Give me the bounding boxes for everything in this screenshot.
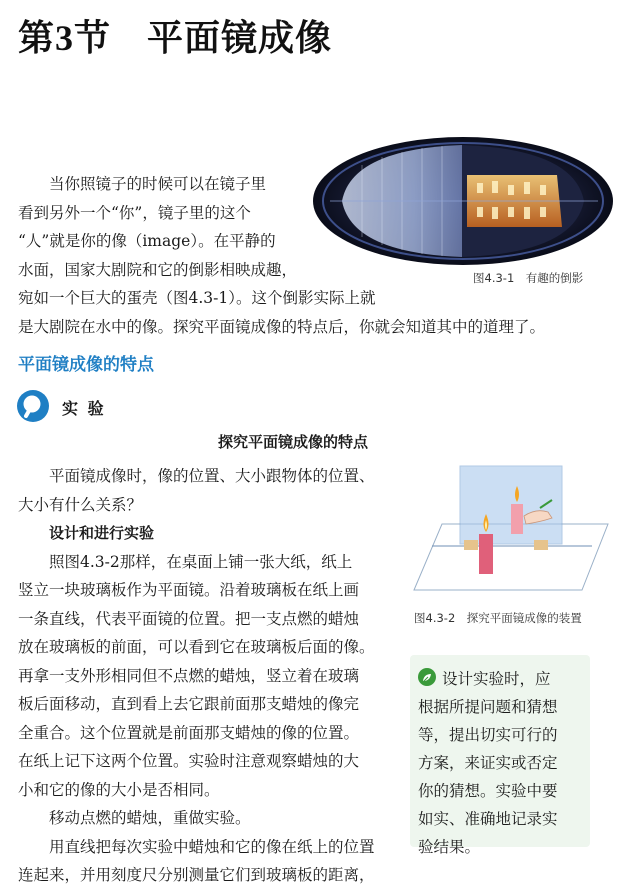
note-line: 验结果。 <box>418 838 481 856</box>
experiment-magnifier-icon <box>16 389 50 423</box>
experiment-title: 探究平面镜成像的特点 <box>218 433 369 451</box>
intro-line: “人”就是你的像（image）。在平静的 <box>18 232 276 250</box>
body-line: 放在玻璃板的前面，可以看到它在玻璃板后面的像。 <box>18 638 375 656</box>
body-line: 小和它的像的大小是否相同。 <box>18 780 220 799</box>
question-line: 大小有什么关系？ <box>18 495 143 514</box>
figure-4-3-1-caption: 图4.3-1 有趣的倒影 <box>473 271 584 285</box>
body-line: 竖立一块玻璃板作为平面镜。沿着玻璃板在纸上画 <box>18 581 360 599</box>
step-line: 连起来，并用刻度尺分别测量它们到玻璃板的距离， <box>18 866 375 884</box>
side-note-box <box>410 655 590 856</box>
experiment-label: 实 验 <box>62 399 106 418</box>
note-line: 根据所提问题和猜想 <box>418 698 558 716</box>
note-line: 你的猜想。实验中要 <box>418 782 558 800</box>
question-line: 平面镜成像时，像的位置、大小跟物体的位置、 <box>49 467 375 485</box>
body-line: 全重合。这个位置就是前面那支蜡烛的像的位置。 <box>18 723 360 742</box>
candle-mirror-apparatus-figure <box>412 462 610 602</box>
leaf-note-icon <box>418 668 436 686</box>
note-line: 等，提出切实可行的 <box>418 726 558 744</box>
note-line: 如实、准确地记录实 <box>418 810 558 828</box>
experiment-subheading: 设计和进行实验 <box>49 524 155 542</box>
section-title: 平面镜成像 <box>147 18 333 58</box>
section-number: 第3节 <box>18 18 112 58</box>
intro-line: 是大剧院在水中的像。探究平面镜成像的特点后，你就会知道其中的道理了。 <box>18 317 546 336</box>
body-line: 一条直线，代表平面镜的位置。把一支点燃的蜡烛 <box>18 609 360 628</box>
intro-line: 看到另外一个“你”，镜子里的这个 <box>18 203 251 222</box>
intro-line: 水面，国家大剧院和它的倒影相映成趣， <box>18 260 298 279</box>
section-heading: 平面镜成像的特点 <box>18 355 154 375</box>
body-line: 板后面移动，直到看上去它跟前面那支蜡烛的像完 <box>18 695 360 713</box>
intro-paragraph <box>18 170 618 341</box>
page-title <box>18 10 332 61</box>
note-line: 设计实验时，应 <box>442 670 551 688</box>
body-line: 照图4.3-2那样，在桌面上铺一张大纸，纸上 <box>49 552 353 571</box>
figure-4-3-2-caption: 图4.3-2 探究平面镜成像的装置 <box>414 611 582 625</box>
note-line: 方案，来证实或否定 <box>418 754 558 772</box>
body-line: 在纸上记下这两个位置。实验时注意观察蜡烛的大 <box>18 752 360 770</box>
experiment-body <box>18 462 398 890</box>
intro-line: 宛如一个巨大的蛋壳（图4.3-1）。这个倒影实际上就 <box>18 289 376 307</box>
step-line: 用直线把每次实验中蜡烛和它的像在纸上的位置 <box>49 837 375 856</box>
body-line: 再拿一支外形相同但不点燃的蜡烛，竖立着在玻璃 <box>18 666 360 685</box>
intro-line: 当你照镜子的时候可以在镜子里 <box>49 175 267 193</box>
step-line: 移动点燃的蜡烛，重做实验。 <box>49 809 251 827</box>
